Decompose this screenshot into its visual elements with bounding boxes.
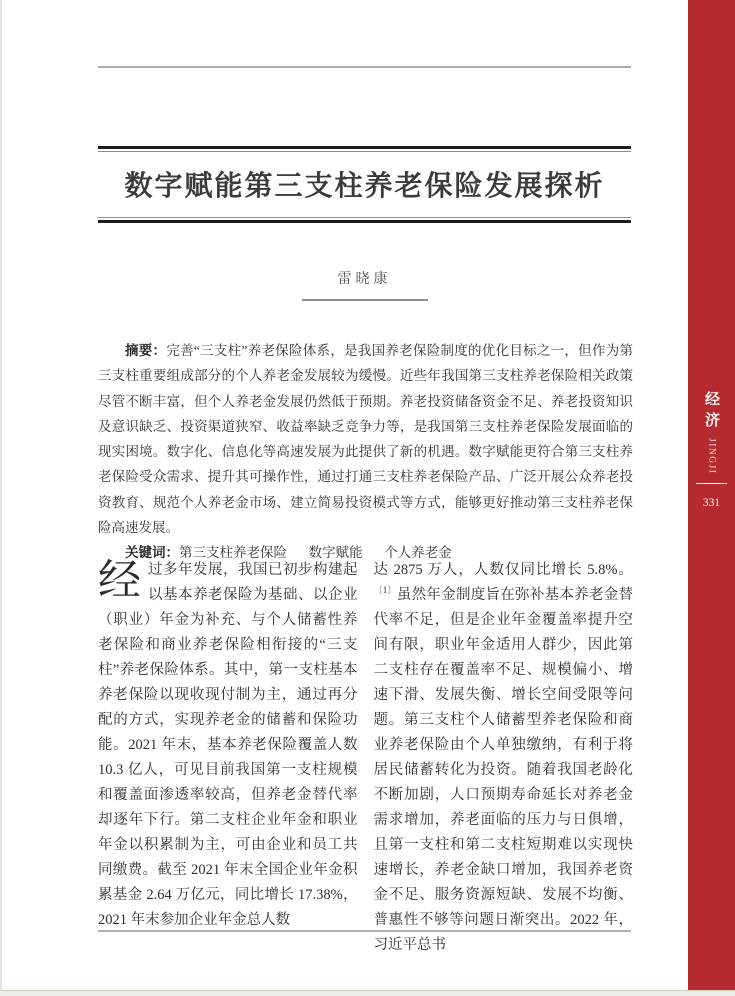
keyword-item: 第三支柱养老保险 bbox=[179, 545, 287, 561]
body-column-left bbox=[98, 558, 358, 958]
keyword-item: 个人养老金 bbox=[384, 545, 452, 561]
body-column-right bbox=[374, 558, 634, 958]
keywords-label: 关键词： bbox=[125, 545, 179, 561]
column-right-text-pre: 达 2875 万人，人数仅同比增长 5.8%。 bbox=[373, 562, 633, 578]
drop-cap: 经 bbox=[98, 558, 141, 605]
author-underline bbox=[302, 299, 428, 301]
author-name: 雷晓康 bbox=[337, 272, 392, 287]
column-left-text: 过多年发展，我国已初步构建起以基本养老保险为基础、以企业（职业）年金为补充、与个人储蓄性养老保险和商业养老保险相衔接的“三支柱”养老保险体系。其中，第一支柱基本养老保险以现收现付制为主，通过再分配的方式，实现养老金的储蓄和保险功能。2021 年末，基本养老保险覆盖人数 10.3 亿人，可见目前我国第一支柱规模和覆盖面渗透率较高，但养老金替代率却逐年下行。第二支柱企业年金和职业年金以积累制为主，可由企业和员工共同缴费。截至 2021 年末全国企业年金积累基金 2.64 万亿元，同比增长 17.38%，2021 年末参加企业年金总人数 bbox=[98, 562, 358, 928]
sidebar-divider-line bbox=[696, 483, 727, 484]
body-columns bbox=[98, 558, 633, 958]
abstract-label: 摘要： bbox=[125, 343, 167, 358]
page-bottom-edge bbox=[0, 990, 735, 996]
category-sidebar bbox=[688, 0, 735, 992]
abstract-section bbox=[98, 338, 633, 566]
page-left-edge bbox=[0, 0, 2, 996]
article-title: 数字赋能第三支柱养老保险发展探析 bbox=[124, 170, 605, 201]
page-number: 331 bbox=[702, 497, 721, 509]
footnote-reference: 〔1〕 bbox=[373, 585, 397, 596]
keyword-item: 数字赋能 bbox=[308, 545, 363, 561]
category-label-chinese: 经济 bbox=[703, 391, 719, 433]
bottom-rule bbox=[98, 930, 631, 932]
title-top-double-rule bbox=[98, 146, 631, 152]
abstract-paragraph bbox=[98, 338, 633, 540]
top-rule bbox=[98, 66, 631, 68]
title-bottom-double-rule bbox=[98, 217, 631, 223]
abstract-text: 完善“三支柱”养老保险体系，是我国养老保险制度的优化目标之一，但作为第三支柱重要组成部分的个人养老金发展较为缓慢。近些年我国第三支柱养老保险相关政策尽管不断丰富，但个人养老金发展仍然低于预期。养老投资储备资金不足、养老投资知识及意识缺乏、投资渠道狭窄、收益率缺乏竞争力等，是我国第三支柱养老保险发展面临的现实困境。数字化、信息化等高速发展为此提供了新的机遇。数字赋能更符合第三支柱养老保险受众需求、提升其可操作性，通过打通三支柱养老保险产品、广泛开展公众养老投资教育、规范个人养老金市场、建立简易投资模式等方式，能够更好推动第三支柱养老保险高速发展。 bbox=[98, 343, 633, 536]
column-right-text-post: 虽然年金制度旨在弥补基本养老金替代率不足，但是企业年金覆盖率提升空间有限，职业年金适用人群少，因此第二支柱存在覆盖率不足、规模偏小、增速下滑、发展失衡、增长空间受限等问题。第三支柱个人储蓄型养老保险和商业养老保险由个人单独缴纳，有利于将居民储蓄转化为投资。随着我国老龄化不断加剧，人口预期寿命延长对养老金需求增加，养老面临的压力与日俱增，且第一支柱和第二支柱短期难以实现快速增长，养老金缺口增加，我国养老资金不足、服务资源短缺、发展不均衡、普惠性不够等问题日渐突出。2022 年，习近平总书 bbox=[373, 587, 633, 953]
category-label-pinyin: JINGJI bbox=[706, 438, 717, 475]
